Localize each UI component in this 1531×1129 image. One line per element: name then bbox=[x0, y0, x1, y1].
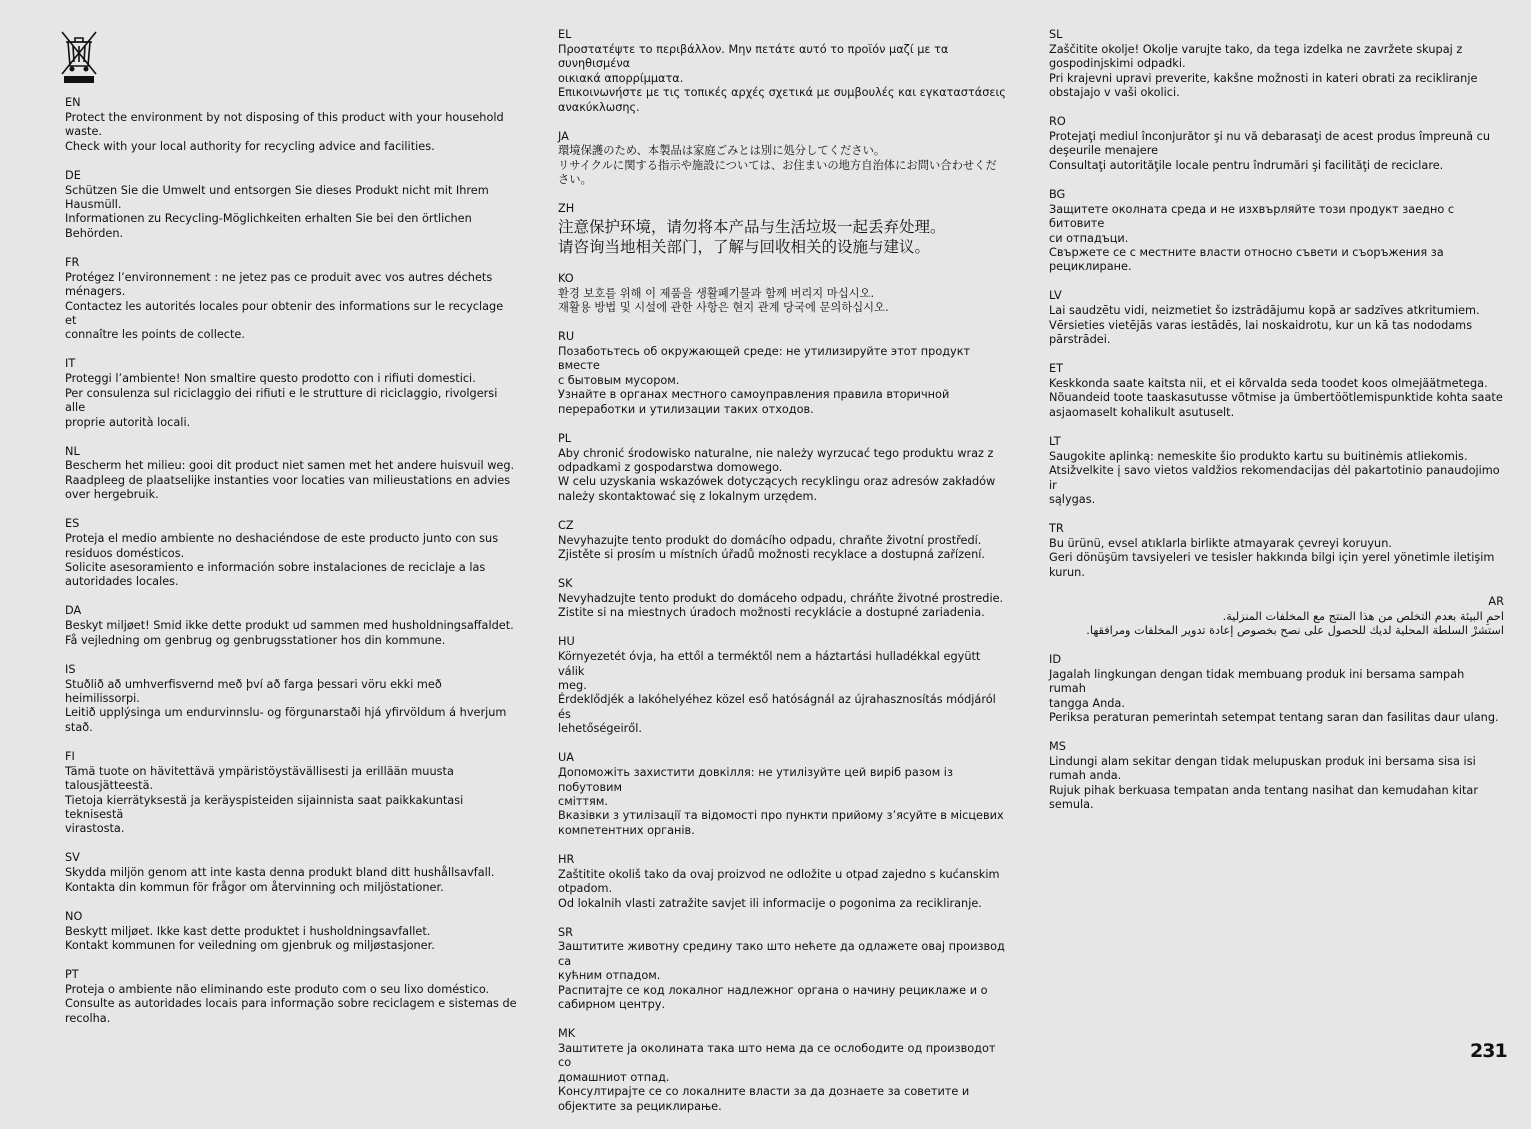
section-el bbox=[558, 28, 1010, 115]
column-left bbox=[65, 96, 517, 1041]
page-number: 231 bbox=[1470, 1040, 1507, 1062]
section-es bbox=[65, 517, 517, 590]
section-sk bbox=[558, 577, 1010, 621]
language-code: KO bbox=[558, 271, 574, 285]
disposal-text: Protégez l’environnement : ne jetez pas ce produit avec vos autres déchets ménagers. Contactez les autorités locales pour obtenir des informations sur le recyclage et connaître les points de collecte. bbox=[65, 270, 504, 342]
disposal-text: Schützen Sie die Umwelt und entsorgen Sie dieses Produkt nicht mit Ihrem Hausmüll. Informationen zu Recycling-Möglichkeiten erhalten Sie bei den örtlichen Behörden. bbox=[65, 183, 489, 240]
section-no bbox=[65, 910, 517, 954]
language-code: PT bbox=[65, 967, 79, 981]
language-code: SR bbox=[558, 925, 574, 939]
disposal-text: Позаботьтесь об окружающей среде: не утилизируйте этот продукт вместе с бытовым мусором. Узнайте в органах местного самоуправления правила вторичной переработки и утилизации таких отходов. bbox=[558, 344, 971, 416]
section-lt bbox=[1049, 435, 1504, 508]
section-de bbox=[65, 169, 517, 242]
section-ar bbox=[1049, 595, 1504, 639]
section-ja bbox=[558, 130, 1010, 188]
disposal-text: Beskytt miljøet. Ikke kast dette produktet i husholdningsavfallet. Kontakt kommunen for veiledning om gjenbruk og miljøstasjoner. bbox=[65, 924, 435, 952]
section-id bbox=[1049, 653, 1504, 726]
language-code: HU bbox=[558, 635, 575, 649]
section-is bbox=[65, 663, 517, 736]
disposal-text: Proteja el medio ambiente no deshaciéndose de este producto junto con sus residuos domésticos. Solicite asesoramiento e información sobre instalaciones de reciclaje a las autoridades locales. bbox=[65, 532, 499, 589]
section-tr bbox=[1049, 522, 1504, 580]
section-da bbox=[65, 604, 517, 648]
disposal-text: Lindungi alam sekitar dengan tidak melupuskan produk ini bersama sisa isi rumah anda. Rujuk pihak berkuasa tempatan anda tentang nasihat dan kemudahan kitar semula. bbox=[1049, 755, 1478, 812]
disposal-text: Saugokite aplinką: nemeskite šio produkto kartu su buitinėmis atliekomis. Atsižvelkite į savo vietos valdžios rekomendacijas dėl pakartotinio panaudojimo ir sąlygas. bbox=[1049, 449, 1500, 506]
disposal-text: Keskkonda saate kaitsta nii, et ei kõrvalda seda toodet koos olmejäätmetega. Nõuandeid toote taaskasutusse võtmise ja ümbertöötlemispunktide kohta saate asjaomaselt kohalikult asutuselt. bbox=[1049, 377, 1503, 419]
section-bg bbox=[1049, 188, 1504, 275]
section-sv bbox=[65, 851, 517, 895]
language-code: DA bbox=[65, 604, 82, 618]
disposal-text: Skydda miljön genom att inte kasta denna produkt bland ditt hushållsavfall. Kontakta din kommun för frågor om återvinning och miljöstationer. bbox=[65, 866, 495, 894]
section-en bbox=[65, 96, 517, 154]
language-code: FI bbox=[65, 749, 75, 763]
disposal-text: Környezetét óvja, ha ettől a terméktől nem a háztartási hulladékkal együtt válik meg. Érdeklődjék a lakóhelyéhez közel eső hatóságnál az újrahasznosítás módjáról és lehetőségeiről. bbox=[558, 650, 996, 736]
language-code: LT bbox=[1049, 434, 1061, 448]
disposal-text: Bu ürünü, evsel atıklarla birlikte atmayarak çevreyi koruyun. Geri dönüşüm tavsiyeleri ve tesisler hakkında bilgi için yerel yönetimle iletişim kurun. bbox=[1049, 536, 1495, 579]
column-right bbox=[1049, 28, 1504, 827]
language-code: AR bbox=[1488, 594, 1504, 608]
section-ua bbox=[558, 751, 1010, 838]
language-code: ID bbox=[1049, 652, 1062, 666]
section-lv bbox=[1049, 289, 1504, 347]
disposal-text: Заштитете ја околината така што нема да се ослободите од производот со домашниот отпад. Консултирајте се со локалните власти за да дознаете за советите и објектите за рециклирање. bbox=[558, 1041, 996, 1113]
section-hu bbox=[558, 635, 1010, 736]
section-fr bbox=[65, 256, 517, 343]
section-hr bbox=[558, 853, 1010, 911]
disposal-text: Допоможіть захистити довкілля: не утилізуйте цей виріб разом із побутовим сміттям. Вказівки з утилізації та відомості про пункти прийому з’ясуйте в місцевих компетентних органів. bbox=[558, 766, 1004, 837]
section-ms bbox=[1049, 740, 1504, 813]
language-code: CZ bbox=[558, 518, 574, 532]
disposal-text: Lai saudzētu vidi, neizmetiet šo izstrādājumu kopā ar sadzīves atkritumiem. Vērsieties vietējās varas iestādēs, lai noskaidrotu, kur un kā tas nododams pārstrādei. bbox=[1049, 304, 1480, 347]
section-zh bbox=[558, 202, 1010, 257]
section-pt bbox=[65, 968, 517, 1026]
language-code: EN bbox=[65, 96, 81, 109]
language-code: MK bbox=[558, 1027, 576, 1041]
disposal-text: Προστατέψτε το περιβάλλον. Μην πετάτε αυτό το προϊόν μαζί με τα συνηθισμένα οικιακά απορρίμματα. Επικοινωνήστε με τις τοπικές αρχές σχετικά με συμβουλές και εγκαταστάσεις ανακύκλωσης. bbox=[558, 42, 1006, 114]
section-sr bbox=[558, 926, 1010, 1013]
section-ko bbox=[558, 272, 1010, 316]
language-code: DE bbox=[65, 168, 81, 182]
disposal-text: Beskyt miljøet! Smid ikke dette produkt ud sammen med husholdningsaffaldet. Få vejledning om genbrug og genbrugsstationer hos din kommune. bbox=[65, 619, 514, 647]
language-code: BG bbox=[1049, 187, 1066, 201]
disposal-text: Stuðlið að umhverfisvernd með því að farga þessari vöru ekki með heimilissorpi. Leitið upplýsinga um endurvinnslu- og förgunarstaði hjá yfirvöldum á hverjum stað. bbox=[65, 677, 507, 734]
language-code: RU bbox=[558, 330, 575, 344]
language-code: ET bbox=[1049, 362, 1064, 376]
crossed-out-wheelie-bin-icon bbox=[60, 30, 98, 84]
language-code: SK bbox=[558, 577, 573, 591]
language-code: PL bbox=[558, 431, 572, 445]
disposal-text: Proteggi l’ambiente! Non smaltire questo prodotto con i rifiuti domestici. Per consulenza sul riciclaggio dei rifiuti e le strutture di riciclaggio, rivolgersi alle proprie autorità locali. bbox=[65, 372, 498, 429]
section-mk bbox=[558, 1027, 1010, 1114]
section-cz bbox=[558, 519, 1010, 563]
disposal-text: 환경 보호를 위해 이 제품을 생활폐기물과 함께 버리지 마십시오. 재활용 방법 및 시설에 관한 사항은 현지 관계 당국에 문의하십시오. bbox=[558, 286, 889, 315]
disposal-text: Protect the environment by not disposing of this product with your household waste. Check with your local authority for recycling advice and facilities. bbox=[65, 110, 504, 153]
disposal-text: Proteja o ambiente não eliminando este produto com o seu lixo doméstico. Consulte as autoridades locais para informação sobre reciclagem e sistemas de recolha. bbox=[65, 982, 517, 1025]
language-code: LV bbox=[1049, 289, 1062, 303]
disposal-text: Защитете околната среда и не изхвърляйте този продукт заедно с битовите си отпадъци. Свържете се с местните власти относно съвети и съоръжения за рециклиране. bbox=[1049, 202, 1455, 274]
disposal-text: احمِ البيئة بعدم التخلص من هذا المنتج مع المخلفات المنزلية. استشرْ السلطة المحلية لديك للحصول على نصح بخصوص إعادة تدوير المخلفات ومرافقها. bbox=[1086, 609, 1504, 637]
section-sl bbox=[1049, 28, 1504, 101]
disposal-text: Zaštitite okoliš tako da ovaj proizvod ne odložite u otpad zajedno s kućanskim otpadom. Od lokalnih vlasti zatražite savjet ili informacije o pogonima za recikliranje. bbox=[558, 867, 1000, 910]
disposal-text: Jagalah lingkungan dengan tidak membuang produk ini bersama sampah rumah tangga Anda. Periksa peraturan pemerintah setempat tentang saran dan fasilitas daur ulang. bbox=[1049, 667, 1499, 725]
disposal-text: Bescherm het milieu: gooi dit product niet samen met het andere huisvuil weg. Raadpleeg de plaatselijke instanties voor locaties van milieustations en advies over hergebruik. bbox=[65, 459, 515, 502]
section-nl bbox=[65, 445, 517, 503]
language-code: JA bbox=[558, 129, 569, 143]
section-fi bbox=[65, 750, 517, 837]
language-code: RO bbox=[1049, 115, 1066, 129]
language-code: NL bbox=[65, 444, 80, 458]
language-code: UA bbox=[558, 751, 574, 765]
section-ru bbox=[558, 330, 1010, 417]
language-code: SV bbox=[65, 851, 80, 865]
disposal-text: Nevyhadzujte tento produkt do domáceho odpadu, chráňte životné prostredie. Zistite si na miestnych úradoch možnosti recyklácie a dostupné zariadenia. bbox=[558, 591, 1004, 620]
disposal-text: 環境保護のため、本製品は家庭ごみとは別に処分してください。 リサイクルに関する指示や施設については、お住まいの地方自治体にお問い合わせくだ さい。 bbox=[558, 144, 997, 187]
section-it bbox=[65, 357, 517, 430]
disposal-text: Zaščitite okolje! Okolje varujte tako, da tega izdelka ne zavržete skupaj z gospodinjskimi odpadki. Pri krajevni upravi preverite, kakšne možnosti in kateri obrati za recikliranje obstajajo v vaši okolici. bbox=[1049, 42, 1478, 100]
language-code: IS bbox=[65, 662, 76, 676]
language-code: MS bbox=[1049, 740, 1066, 754]
disposal-text: Protejaţi mediul înconjurător şi nu vă debarasaţi de acest produs împreună cu deşeurile menajere Consultaţi autorităţile locale pentru îndrumări şi facilităţi de reciclare. bbox=[1049, 130, 1491, 172]
language-code: TR bbox=[1049, 521, 1064, 535]
language-code: IT bbox=[65, 357, 76, 371]
language-code: SL bbox=[1049, 28, 1063, 41]
disposal-text: Tämä tuote on hävitettävä ympäristöystävällisesti ja erillään muusta talousjätteestä. Tietoja kierrätyksestä ja keräyspisteiden sijainnista saat paikkakuntasi teknisestä virastosta. bbox=[65, 764, 464, 836]
disposal-text: 注意保护环境，请勿将本产品与生活垃圾一起丢弃处理。 请咨询当地相关部门，了解与回收相关的设施与建议。 bbox=[558, 218, 946, 257]
column-middle bbox=[558, 28, 1010, 1129]
language-code: EL bbox=[558, 28, 572, 41]
section-et bbox=[1049, 362, 1504, 420]
language-code: ZH bbox=[558, 202, 575, 216]
section-pl bbox=[558, 432, 1010, 505]
language-code: FR bbox=[65, 255, 80, 269]
disposal-text: Aby chronić środowisko naturalne, nie należy wyrzucać tego produktu wraz z odpadkami z gospodarstwa domowego. W celu uzyskania wskazówek dotyczących recyklingu oraz adresów zakładów należy skontaktować się z lokalnym urzędem. bbox=[558, 446, 996, 503]
disposal-text: Заштитите животну средину тако што нећете да одлажете овај производ са кућним отпадом. Распитајте се код локалног надлежног органа о начину рециклаже и о сабирном центру. bbox=[558, 940, 1005, 1012]
language-code: NO bbox=[65, 909, 83, 923]
section-ro bbox=[1049, 115, 1504, 173]
language-code: HR bbox=[558, 852, 575, 866]
language-code: ES bbox=[65, 517, 80, 531]
disposal-text: Nevyhazujte tento produkt do domácího odpadu, chraňte životní prostředí. Zjistěte si prosím u místních úřadů možnosti recyklace a dostupná zařízení. bbox=[558, 533, 985, 562]
